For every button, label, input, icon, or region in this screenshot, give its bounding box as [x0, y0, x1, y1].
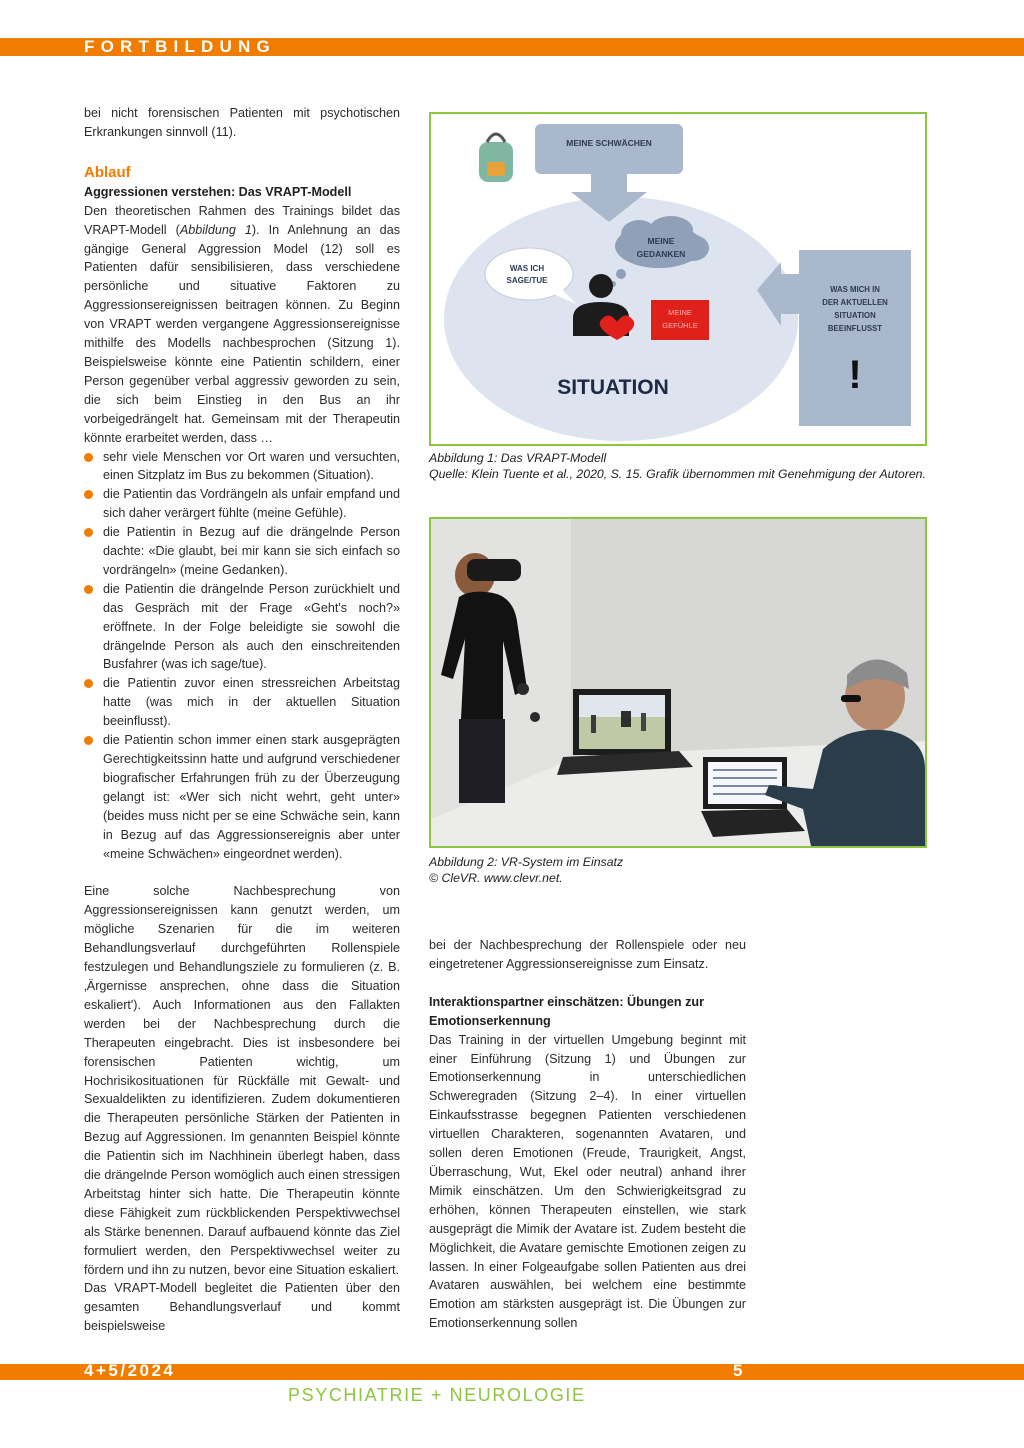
svg-text:MEINE: MEINE [668, 308, 692, 317]
figure-reference: Abbildung 1 [179, 222, 252, 237]
left-column [84, 104, 400, 1336]
weaknesses-label: MEINE SCHWÄCHEN [566, 138, 652, 148]
subheading-vrapt: Aggressionen verstehen: Das VRAPT-Modell [84, 184, 352, 199]
bullet-icon [84, 453, 93, 462]
svg-text:GEFÜHLE: GEFÜHLE [662, 321, 698, 330]
weaknesses-box [535, 124, 683, 174]
bullet-list [84, 448, 400, 864]
subheading-emotion: Interaktionspartner einschätzen: Übungen zur Emotionserkennung [429, 994, 705, 1028]
list-item: die Patientin schon immer einen stark ausgeprägten Gerechtigkeitssinn hatte und aufgrund verschiedener biografischer Erfahrungen früh zu der Überzeugung gelangt ist: «Wer sich nicht wehrt, geht unter» (beides muss nicht per se eine Schwäche sein, kann in Bezug auf das Aggressionsereignis aber unter «meine Schwächen» eingeordnet werden). [84, 731, 400, 863]
issue-number: 4+5/2024 [84, 1361, 176, 1380]
list-item: die Patientin die drängelnde Person zurückhielt und das Gespräch mit der Frage «Geht's noch?» eröffnete. In der Folge beleidigte sie sowohl die drängelnde Person als auch den einschreitenden Busfahrer (was ich sage/tue). [84, 580, 400, 675]
intro-paragraph: bei nicht forensischen Patienten mit psychotischen Erkrankungen sinnvoll (11). [84, 106, 400, 139]
figure2-caption: Abbildung 2: VR-System im Einsatz © CleVR. www.clevr.net. [429, 855, 624, 885]
list-item: die Patientin zuvor einen stressreichen Arbeitstag hatte (was mich in der aktuellen Situation beeinflusst). [84, 674, 400, 731]
paragraph-vrapt: Den theoretischen Rahmen des Trainings bildet das VRAPT-Modell (Abbildung 1). In Anlehnung an das gängige General Aggression Model (12) soll es Patienten dafür sensibilisieren, dass verschiedene persönliche und situative Faktoren zu Aggressionsereignissen beitragen können. Zu Beginn von VRAPT werden vergangene Aggressionsereignisse mithilfe des Modells nachbesprochen (Sitzung 1). Beispielsweise könnte eine Patientin schildern, einer Person gegenüber verbal aggressiv geworden zu sein, die sich beim Einstieg in den Bus an ihr vorbeigedrängelt hat. Gemeinsam mit der Therapeutin könnte erarbeitet werden, dass … [84, 203, 400, 445]
journal-title: PSYCHIATRIE + NEUROLOGIE [288, 1385, 586, 1405]
list-item: sehr viele Menschen vor Ort waren und versuchten, einen Sitzplatz im Bus zu bekommen (Situation). [84, 448, 400, 486]
influence-box [799, 250, 911, 426]
figure-vrapt-model [429, 112, 927, 446]
footer-bar [0, 1361, 1024, 1380]
paragraph-continued: bei der Nachbesprechung der Rollenspiele oder neu eingetretener Aggressionsereignisse zum Einsatz. [429, 938, 746, 971]
svg-text:GEDANKEN: GEDANKEN [636, 249, 686, 259]
svg-text:WAS MICH IN: WAS MICH IN [830, 285, 880, 294]
figure1-caption: Abbildung 1: Das VRAPT-Modell Quelle: Klein Tuente et al., 2020, S. 15. Grafik übernommen mit Genehmigung der Autoren. [429, 451, 926, 481]
situation-label: SITUATION [557, 376, 669, 399]
list-item: die Patientin das Vordrängeln als unfair empfand und sich daher verärgert fühlte (meine Gefühle). [84, 485, 400, 523]
header-bar [0, 38, 1024, 56]
list-item: die Patientin in Bezug auf die drängelnde Person dachte: «Die glaubt, bei mir kann sie sich einfach so vordrängeln» (meine Gedanken). [84, 523, 400, 580]
svg-text:MEINE: MEINE [647, 236, 675, 246]
paragraph-model-continues: Das VRAPT-Modell begleitet die Patienten über den gesamten Behandlungsverlauf und kommt beispielsweise [84, 1281, 400, 1334]
vrapt-diagram [431, 114, 925, 444]
bullet-icon [84, 490, 93, 499]
backpack-icon [479, 134, 513, 182]
bullet-icon [84, 528, 93, 537]
figure-vr-photo [429, 517, 927, 848]
svg-text:SAGE/TUE: SAGE/TUE [506, 276, 548, 285]
paragraph-emotion: Das Training in der virtuellen Umgebung beginnt mit einer Einführung (Sitzung 1) und Übungen zur Emotionserkennung in unterschiedlichen Schweregraden (Sitzung 2–4). In einer virtuellen Einkaufsstrasse begegnen Patienten verschiedenen virtuellen Charakteren, sogenannten Avataren, und sollen deren Emotionen (Freude, Traurigkeit, Angst, Überraschung, Wut, Ekel oder neutral) anhand ihrer Mimik einschätzen. Um den Schwierigkeitsgrad zu erhöhen, können Therapeuten einstellen, wie stark ausgeprägt die Mimik der Avatare ist. Zudem besteht die Möglichkeit, die Avatare gemischte Emotionen zeigen zu lassen. In einer Folgeaufgabe sollen Patienten aus drei Avataren auswählen, bei welchem eine bestimmte Emotion am stärksten ausgeprägt ist. Die Übungen zur Emotionserkennung sollen [429, 1032, 746, 1331]
exclamation-icon: ! [848, 353, 862, 397]
right-column [429, 936, 746, 1333]
svg-text:SITUATION: SITUATION [834, 311, 876, 320]
vr-photo-illustration [431, 519, 925, 846]
svg-text:WAS ICH: WAS ICH [509, 264, 545, 273]
bullet-icon [84, 585, 93, 594]
section-label: FORTBILDUNG [84, 37, 276, 56]
svg-text:BEEINFLUSST: BEEINFLUSST [827, 324, 883, 333]
paragraph-debrief: Eine solche Nachbesprechung von Aggressionsereignissen kann genutzt werden, um mögliche Szenarien für die im weiteren Behandlungsverlauf durchgeführten Rollenspiele festzulegen und Behandlungsziele zu formulieren (z. B.‚Ärgernisse ansprechen, ohne dass die Situation eskaliert'). Auch Informationen aus den Fallakten werden bei der Nachbesprechung durch die Therapeuten eingebracht. Dies ist insbesondere bei forensischen Patienten wichtig, um Hochrisikosituationen für Rückfälle mit Gewalt- und Sexualdelikten zu identifizieren. Zudem dokumentieren die Therapeuten persönliche Stärken der Patienten in Bezug auf Aggressionen. Im genannten Beispiel könnte die Patientin sich im Nachhinein überlegt haben, dass die drängelnde Person womöglich auch einen stressigen Arbeitstag hinter sich hatte. Die Therapeutin könnte diese Fähigkeit zum rückblickenden Perspektivwechsel als Stärke benennen. Darauf aufbauend könnte das Ziel formuliert werden, den Perspektivwechsel weiter zu fördern und ihn zu nutzen, bevor eine Situation eskaliert. [84, 884, 400, 1277]
feelings-box [651, 300, 709, 340]
bullet-icon [84, 679, 93, 688]
page-number: 5 [733, 1361, 743, 1380]
svg-text:DER AKTUELLEN: DER AKTUELLEN [822, 298, 888, 307]
bullet-icon [84, 736, 93, 745]
section-title: Ablauf [84, 163, 131, 181]
